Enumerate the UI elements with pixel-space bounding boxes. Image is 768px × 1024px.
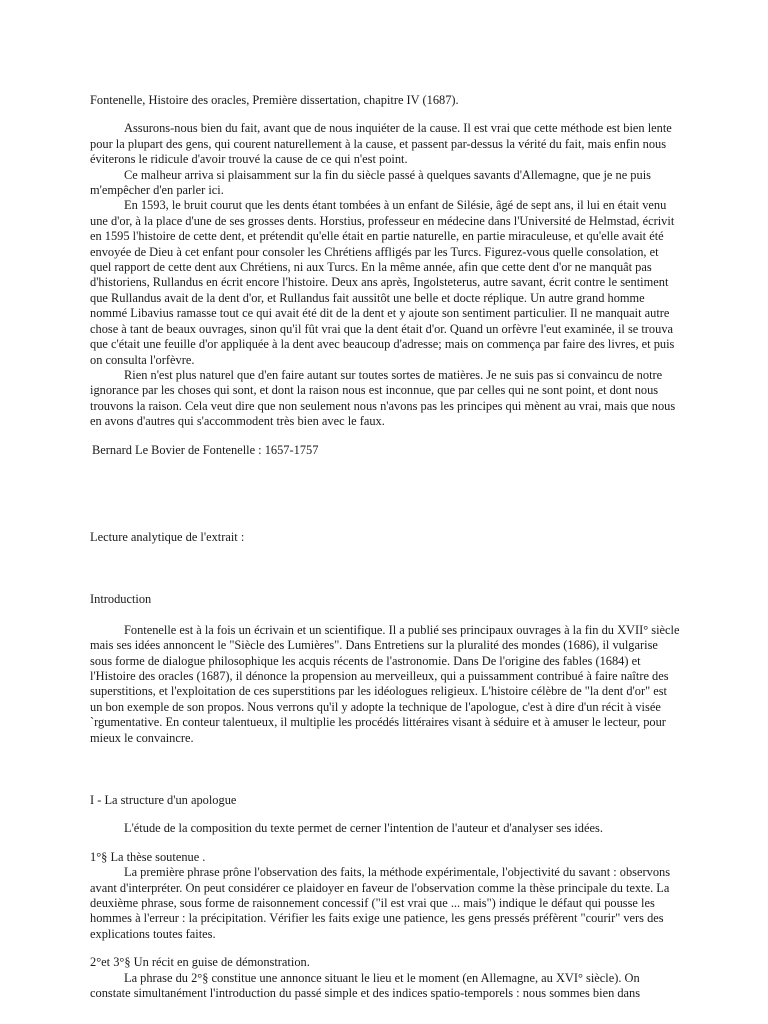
intro-paragraph: Fontenelle est à la fois un écrivain et un scientifique. Il a publié ses principaux ouvrages à la fin du XVII° siècle mais ses idées annoncent le "Siècle des Lumières". Dans Entretiens sur la pluralité des mondes (1686), il vulgarise sous forme de dialogue philosophique les acquis récents de l'astronomie. Dans De l'origine des fables (1684) et l'Histoire des oracles (1687), il dénonce la propension au merveilleux, qui a puissamment contribué à faire naître des superstitions, et l'exploitation de ces superstitions par les idéologues religieux. L'histoire célèbre de "la dent d'or" est un bon exemple de son propos. Nous verrons qu'il y adopte la technique de l'apologue, c'est à dire d'un récit à visée `rgumentative. En conteur talentueux, il multiplie les procédés littéraires visant à séduire et à amuser le lecteur, pour mieux le convaincre. (90, 622, 680, 745)
source-title: Fontenelle, Histoire des oracles, Première dissertation, chapitre IV (1687). (90, 93, 459, 107)
sub1-paragraph: La première phrase prône l'observation des faits, la méthode expérimentale, l'objectivité du savant : observons avant d'interpréter. On peut considérer ce plaidoyer en faveur de l'observation comme la thèse principale du texte. La deuxième phrase, sous forme de raisonnement concessif ("il est vrai que ... mais") indique le défaut qui pousse les hommes à l'erreur : la précipitation. Vérifier les faits exige une patience, les gens pressés préfèrent "courir" vers des explications toutes faites. (90, 865, 671, 941)
text-paragraph-4: Rien n'est plus naturel que d'en faire autant sur toutes sortes de matières. Je ne suis pas si convaincu de notre ignorance par les choses qui sont, et dont la raison nous est inconnue, que par celles qui ne sont point, et dont nous trouvons la raison. Cela veut dire que non seulement nous n'avons pas les principes qui mènent au vrai, mais que nous en avons d'autres qui s'accommodent très bien avec le faux. (90, 367, 676, 429)
text-paragraph-2: Ce malheur arriva si plaisamment sur la fin du siècle passé à quelques savants d'Allemagne, que je ne puis m'empêcher d'en parler ici. (90, 167, 651, 198)
text-paragraph-1: Assurons-nous bien du fait, avant que de nous inquiéter de la cause. Il est vrai que cette méthode est bien lente pour la plupart des gens, qui courent naturellement à la cause, et passent par-dessus la vérité du fait, mais enfin nous éviterons le ridicule d'avoir trouvé la cause de ce qui n'est point. (90, 121, 672, 167)
author-line: Bernard Le Bovier de Fontenelle : 1657-1757 (92, 442, 319, 457)
section1-intro: L'étude de la composition du texte permet de cerner l'intention de l'auteur et d'analyser ses idées. (124, 821, 603, 836)
intro-heading: Introduction (90, 592, 152, 607)
analysis-title: Lecture analytique de l'extrait : (90, 529, 245, 544)
sub2-heading: 2°et 3°§ Un récit en guise de démonstration. (90, 955, 310, 970)
document-page (90, 93, 680, 1001)
sub1-heading: 1°§ La thèse soutenue . (90, 849, 206, 864)
section1-heading: I - La structure d'un apologue (90, 793, 237, 807)
sub2-paragraph: La phrase du 2°§ constitue une annonce situant le lieu et le moment (en Allemagne, au XVI° siècle). On constate simultanément l'introduction du passé simple et des indices spatio-temporels : nous sommes bien dans (90, 970, 641, 1001)
text-paragraph-3: En 1593, le bruit courut que les dents étant tombées à un enfant de Silésie, âgé de sept ans, il lui en était venu une d'or, à la place d'une de ses grosses dents. Horstius, professeur en médecine dans l'Université de Helmstad, écrivit en 1595 l'histoire de cette dent, et prétendit qu'elle était en partie naturelle, en partie miraculeuse, et qu'elle avait été envoyée de Dieu à cet enfant pour consoler les Chrétiens affligés par les Turcs. Figurez-vous quelle consolation, et quel rapport de cette dent aux Chrétiens, ni aux Turcs. En la même année, afin que cette dent d'or ne manquât pas d'historiens, Rullandus en écrit encore l'histoire. Deux ans après, Ingolsteterus, autre savant, écrit contre le sentiment que Rullandus avait de la dent d'or, et Rullandus fait aussitôt une belle et docte réplique. Un autre grand homme nommé Libavius ramasse tout ce qui avait été dit de la dent et y ajoute son sentiment particulier. Il ne manquait autre chose à tant de beaux ouvrages, sinon qu'il fût vrai que la dent était d'or. Quand un orfèvre l'eut examinée, il se trouva que c'était une feuille d'or appliquée à la dent avec beaucoup d'adresse; mais on commença par faire des livres, et puis on consulta l'orfèvre. (90, 198, 675, 367)
